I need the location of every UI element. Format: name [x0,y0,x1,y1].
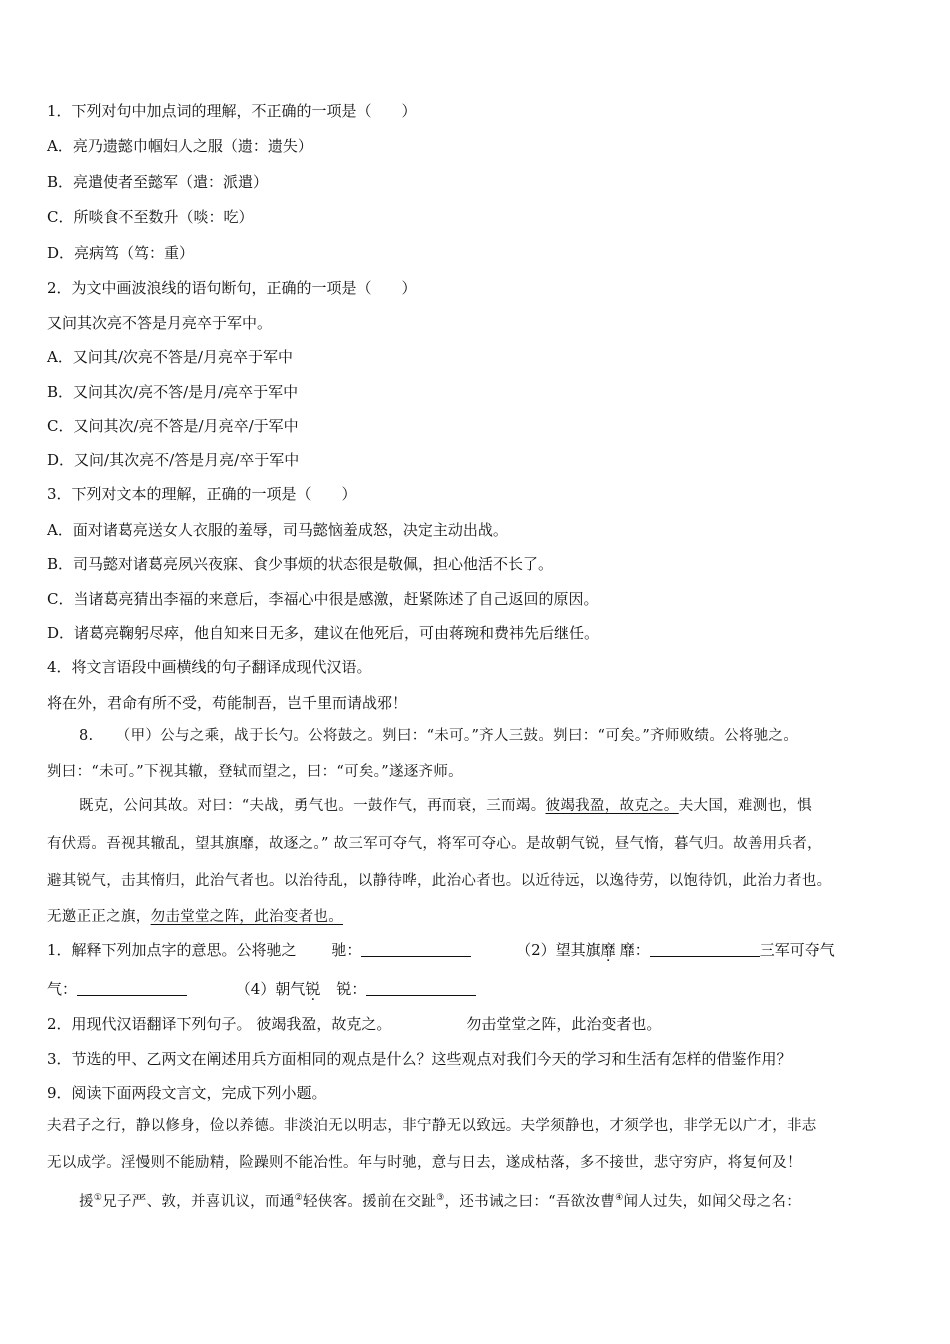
footnote-1: ① [93,1193,103,1203]
q8-text: 夫大国，难测也，惧 [678,798,812,814]
question-1: 1．下列对句中加点词的理解，不正确的一项是（ ） [47,102,417,120]
option-2a: A．又问其/次亮不答是/月亮卒于军中 [47,348,293,366]
footnote-2: ② [294,1193,303,1203]
q8-passage-line-2: 刿曰：“未可。”下视其辙，登轼而望之，曰：“可矣。”遂逐齐师。 [47,764,463,780]
q8-passage-line-3 [79,796,812,816]
dotted-char-rui: 锐 [305,980,321,998]
q8-text: 无邀正正之旗， [47,909,151,925]
option-2b: B．又问其次/亮不答/是月/亮卒于军中 [47,383,299,401]
question-4: 4．将文言语段中画横线的句子翻译成现代汉语。 [47,658,372,676]
option-1a: A．亮乃遗懿巾帼妇人之服（遗：遗失） [47,137,313,155]
option-2d: D．又问/其次亮不/答是月亮/卒于军中 [47,451,300,469]
q8-passage-line-5: 避其锐气，击其惰归，此治气者也。以治待乱，以静待哗，此治心者也。以近待远，以逸待劳，以饱待饥，此治力者也。 [47,873,832,889]
q8-sub-1-label-rui: 锐： [336,980,367,998]
q8-passage-line-1: 8. （甲）公与之乘，战于长勺。公将鼓之。刿曰：“未可。”齐人三鼓。刿曰：“可矣。”齐师败绩。公将驰之。 [79,728,799,744]
footnote-4: ④ [615,1193,624,1203]
q8-sub-1-item-2: （2）望其旗 [516,941,601,959]
footnote-3: ③ [436,1193,445,1203]
option-3c: C．当诸葛亮猜出李福的来意后，李福心中很是感激，赶紧陈述了自己返回的原因。 [47,590,599,608]
q8-sub-1-label-chi: 驰： [331,941,362,959]
q8-sub-3: 3．节选的甲、乙两文在阐述用兵方面相同的观点是什么？这些观点对我们今天的学习和生活有怎样的借鉴作用？ [47,1050,792,1068]
q8-passage-line-6 [47,907,343,927]
q9-text: 轻侠客。援前在交趾 [302,1193,437,1210]
option-3b: B．司马懿对诸葛亮夙兴夜寐、食少事烦的状态很是敬佩，担心他活不长了。 [47,555,554,573]
q9-passage-line-2: 无以成学。淫慢则不能励精，险躁则不能冶性。年与时驰，意与日去，遂成枯落，多不接世，悲守穷庐，将复何及！ [47,1155,802,1171]
q9-passage-line-3 [79,1188,801,1212]
q9-text: ，还书诫之曰：“吾欲汝曹 [444,1193,616,1210]
q9-passage-line-1: 夫君子之行，静以修身，俭以养德。非淡泊无以明志，非宁静无以致远。夫学须静也，才须学也，非学无以广才，非志 [47,1118,817,1134]
question-2-text: 又问其次亮不答是月亮卒于军中。 [47,314,273,332]
question-2: 2．为文中画波浪线的语句断句，正确的一项是（ ） [47,279,417,297]
option-3d: D．诸葛亮鞠躬尽瘁，他自知来日无多，建议在他死后，可由蒋琬和费祎先后继任。 [47,624,600,642]
q8-sub-1-line-1 [47,940,835,960]
option-1c: C．所啖食不至数升（啖：吃） [47,208,254,226]
option-3a: A．面对诸葛亮送女人衣服的羞辱，司马懿恼羞成怒，决定主动出战。 [47,521,508,539]
question-3: 3．下列对文本的理解，正确的一项是（ ） [47,485,357,503]
q8-sub-2 [47,1014,661,1034]
option-2c: C．又问其次/亮不答是/月亮卒/于军中 [47,417,299,435]
answer-blank-mi[interactable] [650,942,760,957]
option-1d: D．亮病笃（笃：重） [47,244,195,262]
q8-underlined-sentence-1: 彼竭我盈，故克之。 [545,798,679,814]
q8-underlined-sentence-2: 勿击堂堂之阵，此治变者也。 [150,909,344,925]
q8-sub-1-item-3: 三军可夺气 [759,941,835,959]
q8-sub-1-label-qi: 气： [47,980,78,998]
q8-text: 既克，公问其故。对曰：“夫战，勇气也。一鼓作气，再而衰，三而竭。 [79,798,546,814]
q8-sub-2-prompt: 2．用现代汉语翻译下列句子。 彼竭我盈，故克之。 [47,1015,392,1033]
q8-passage-line-4: 有伏焉。吾视其辙乱，望其旗靡，故逐之。” 故三军可夺气，将军可夺心。是故朝气锐，昼气惰，暮气归。故善用兵者， [47,836,822,852]
q9-text: 援 [79,1193,94,1210]
answer-blank-qi[interactable] [77,981,187,996]
q8-sub-1-item-4: （4）朝气 [235,980,306,998]
q8-sub-2-sentence-2: 勿击堂堂之阵，此治变者也。 [466,1015,662,1033]
q8-sub-1-prompt: 1．解释下列加点字的意思。公将驰之 [47,941,297,959]
q8-sub-1-label-mi: 靡： [619,941,650,959]
answer-blank-chi[interactable] [361,942,471,957]
q8-sub-1-line-2 [47,979,476,999]
question-4-text: 将在外，君命有所不受，苟能制吾，岂千里而请战邪！ [47,694,408,712]
question-9: 9．阅读下面两段文言文，完成下列小题。 [47,1084,327,1102]
q9-text: 闻人过失，如闻父母之名： [623,1193,802,1210]
dotted-char-mi: 靡 [600,941,616,959]
answer-blank-rui[interactable] [366,981,476,996]
q9-text: 兄子严、敦，并喜讥议，而通 [102,1193,295,1210]
option-1b: B．亮遣使者至懿军（遣：派遣） [47,173,269,191]
